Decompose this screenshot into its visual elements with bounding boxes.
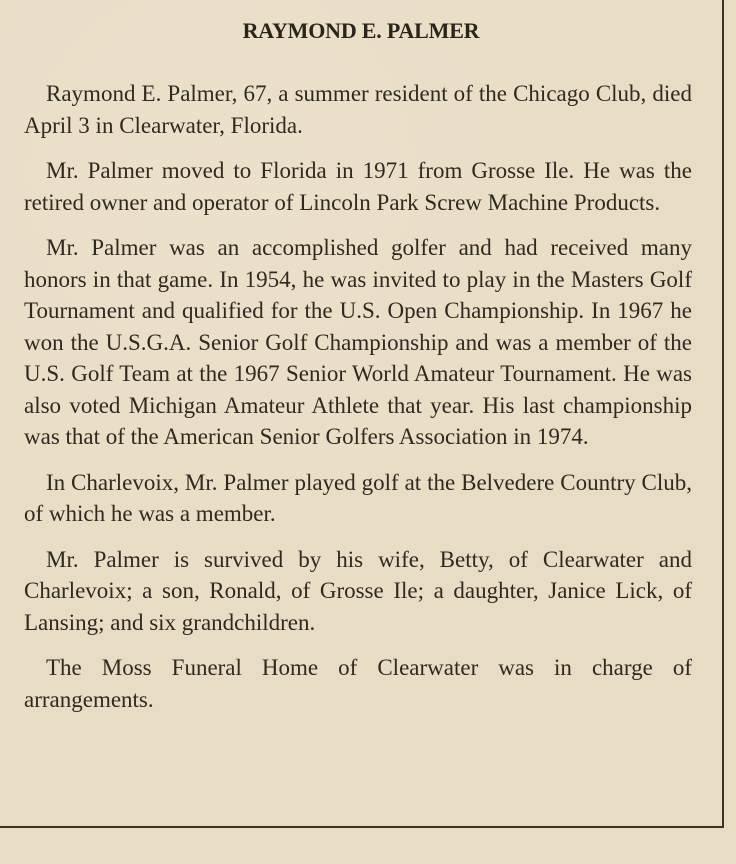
paragraph-charlevoix: In Charlevoix, Mr. Palmer played golf at the Belvedere Country Club, of which he was a member. xyxy=(24,469,692,526)
obituary-body xyxy=(24,78,692,729)
paragraph-arrangements: The Moss Funeral Home of Clearwater was in charge of arrangements. xyxy=(24,655,692,712)
paragraph-death-notice: Raymond E. Palmer, 67, a summer resident of the Chicago Club, died April 3 in Clearwater, Florida. xyxy=(24,81,692,138)
obituary-headline: RAYMOND E. PALMER xyxy=(242,18,480,43)
paragraph-survivors: Mr. Palmer is survived by his wife, Betty, of Clearwater and Charlevoix; a son, Ronald, of Grosse Ile; a daughter, Janice Lick, of Lansing; and six grandchildren. xyxy=(24,546,692,635)
paragraph-golf-honors: Mr. Palmer was an accomplished golfer and had received many honors in that game. In 1954, he was invited to play in the Masters Golf Tournament and qualified for the U.S. Open Championship. In 1967 he won the U.S.G.A. Senior Golf Championship and was a member of the U.S. Golf Team at the 1967 Senior World Amateur Tournament. He was also voted Michigan Amateur Athlete that year. His last championship was that of the American Senior Golfers Association in 1974. xyxy=(24,235,692,449)
paragraph-career: Mr. Palmer moved to Florida in 1971 from Grosse Ile. He was the retired owner and operator of Lincoln Park Screw Machine Products. xyxy=(24,158,692,215)
